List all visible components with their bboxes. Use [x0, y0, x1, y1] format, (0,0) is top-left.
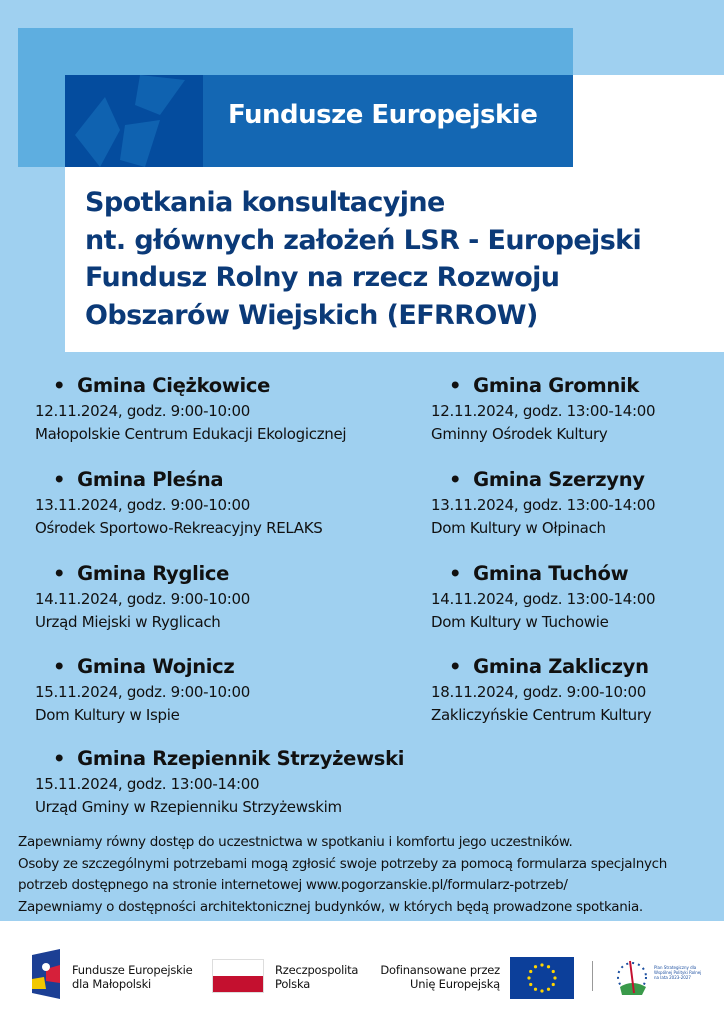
event-date: 12.11.2024, godz. 9:00-10:00 [35, 402, 250, 420]
rp-text: Rzeczpospolita Polska [275, 963, 359, 991]
eu-star-icon [552, 983, 555, 986]
psp-logo-icon [612, 957, 652, 999]
event-date: 14.11.2024, godz. 13:00-14:00 [431, 590, 656, 608]
event-name: • Gmina Szerzyny [449, 466, 655, 494]
event-item [431, 560, 655, 634]
event-name: • Gmina Tuchów [449, 560, 655, 588]
event-date: 13.11.2024, godz. 13:00-14:00 [431, 496, 656, 514]
event-item [35, 653, 250, 727]
eu-star-icon [529, 983, 532, 986]
event-name: • Gmina Wojnicz [53, 653, 250, 681]
event-date: 18.11.2024, godz. 9:00-10:00 [431, 683, 646, 701]
eu-text: Dofinansowane przez Unię Europejską [380, 963, 500, 991]
eu-star-icon [547, 965, 550, 968]
event-name: • Gmina Zakliczyn [449, 653, 651, 681]
poland-flag-icon [212, 959, 264, 993]
event-place: Dom Kultury w Ispie [35, 706, 180, 724]
eu-star-icon [534, 965, 537, 968]
banner-title: Fundusze Europejskie [228, 100, 538, 130]
event-item [35, 466, 323, 540]
event-name: • Gmina Pleśna [53, 466, 323, 494]
event-item [35, 560, 250, 634]
fe-logo-icon [32, 949, 60, 999]
event-name: • Gmina Ciężkowice [53, 372, 346, 400]
event-date: 15.11.2024, godz. 9:00-10:00 [35, 683, 250, 701]
event-date: 13.11.2024, godz. 9:00-10:00 [35, 496, 250, 514]
eu-star-icon [553, 976, 556, 979]
event-date: 15.11.2024, godz. 13:00-14:00 [35, 775, 260, 793]
eu-star-icon [540, 963, 543, 966]
stars-decoration-icon [65, 75, 203, 167]
event-place: Urząd Gminy w Rzepienniku Strzyżewskim [35, 798, 342, 816]
event-name: • Gmina Rzepiennik Strzyżewski [53, 745, 404, 773]
event-item [431, 372, 655, 446]
event-date: 12.11.2024, godz. 13:00-14:00 [431, 402, 656, 420]
event-place: Ośrodek Sportowo-Rekreacyjny RELAKS [35, 519, 323, 537]
event-name: • Gmina Ryglice [53, 560, 250, 588]
page-title: Spotkania konsultacyjne nt. głównych założeń LSR - Europejski Fundusz Rolny na rzecz Rozwoju Obszarów Wiejskich (EFRROW) [85, 187, 642, 331]
fe-text: Fundusze Europejskie dla Małopolski [72, 963, 193, 991]
eu-star-icon [547, 988, 550, 991]
eu-star-icon [552, 970, 555, 973]
event-place: Dom Kultury w Tuchowie [431, 613, 609, 631]
eu-star-icon [534, 988, 537, 991]
footer-logos [0, 921, 724, 1024]
event-name: • Gmina Gromnik [449, 372, 655, 400]
event-place: Małopolskie Centrum Edukacji Ekologicznej [35, 425, 347, 443]
event-place: Zakliczyńskie Centrum Kultury [431, 706, 652, 724]
eu-star-icon [527, 976, 530, 979]
event-date: 14.11.2024, godz. 9:00-10:00 [35, 590, 250, 608]
event-item [35, 745, 404, 819]
event-place: Urząd Miejski w Ryglicach [35, 613, 221, 631]
accessibility-note: Zapewniamy równy dostęp do uczestnictwa w spotkaniu i komfortu jego uczestników. Osoby ze szczególnymi potrzebami mogą zgłosić swoje potrzeby za pomocą formularza specjalnych potrzeb dostępnego na stronie internetowej www.pogorzanskie.pl/formularz-potrzeb/ Zapewniamy o dostępności architektonicznej budynków, w których będą prowadzone spotkania. [18, 834, 668, 915]
event-place: Gminny Ośrodek Kultury [431, 425, 608, 443]
eu-star-icon [529, 970, 532, 973]
event-item [431, 466, 655, 540]
eu-star-icon [540, 989, 543, 992]
divider [592, 961, 593, 991]
event-item [35, 372, 346, 446]
event-item [431, 653, 651, 727]
psp-text: Plan Strategiczny dla Wspólnej Polityki Rolnej na lata 2023-2027 [654, 965, 702, 980]
eu-flag-icon [510, 957, 574, 999]
event-place: Dom Kultury w Ołpinach [431, 519, 606, 537]
